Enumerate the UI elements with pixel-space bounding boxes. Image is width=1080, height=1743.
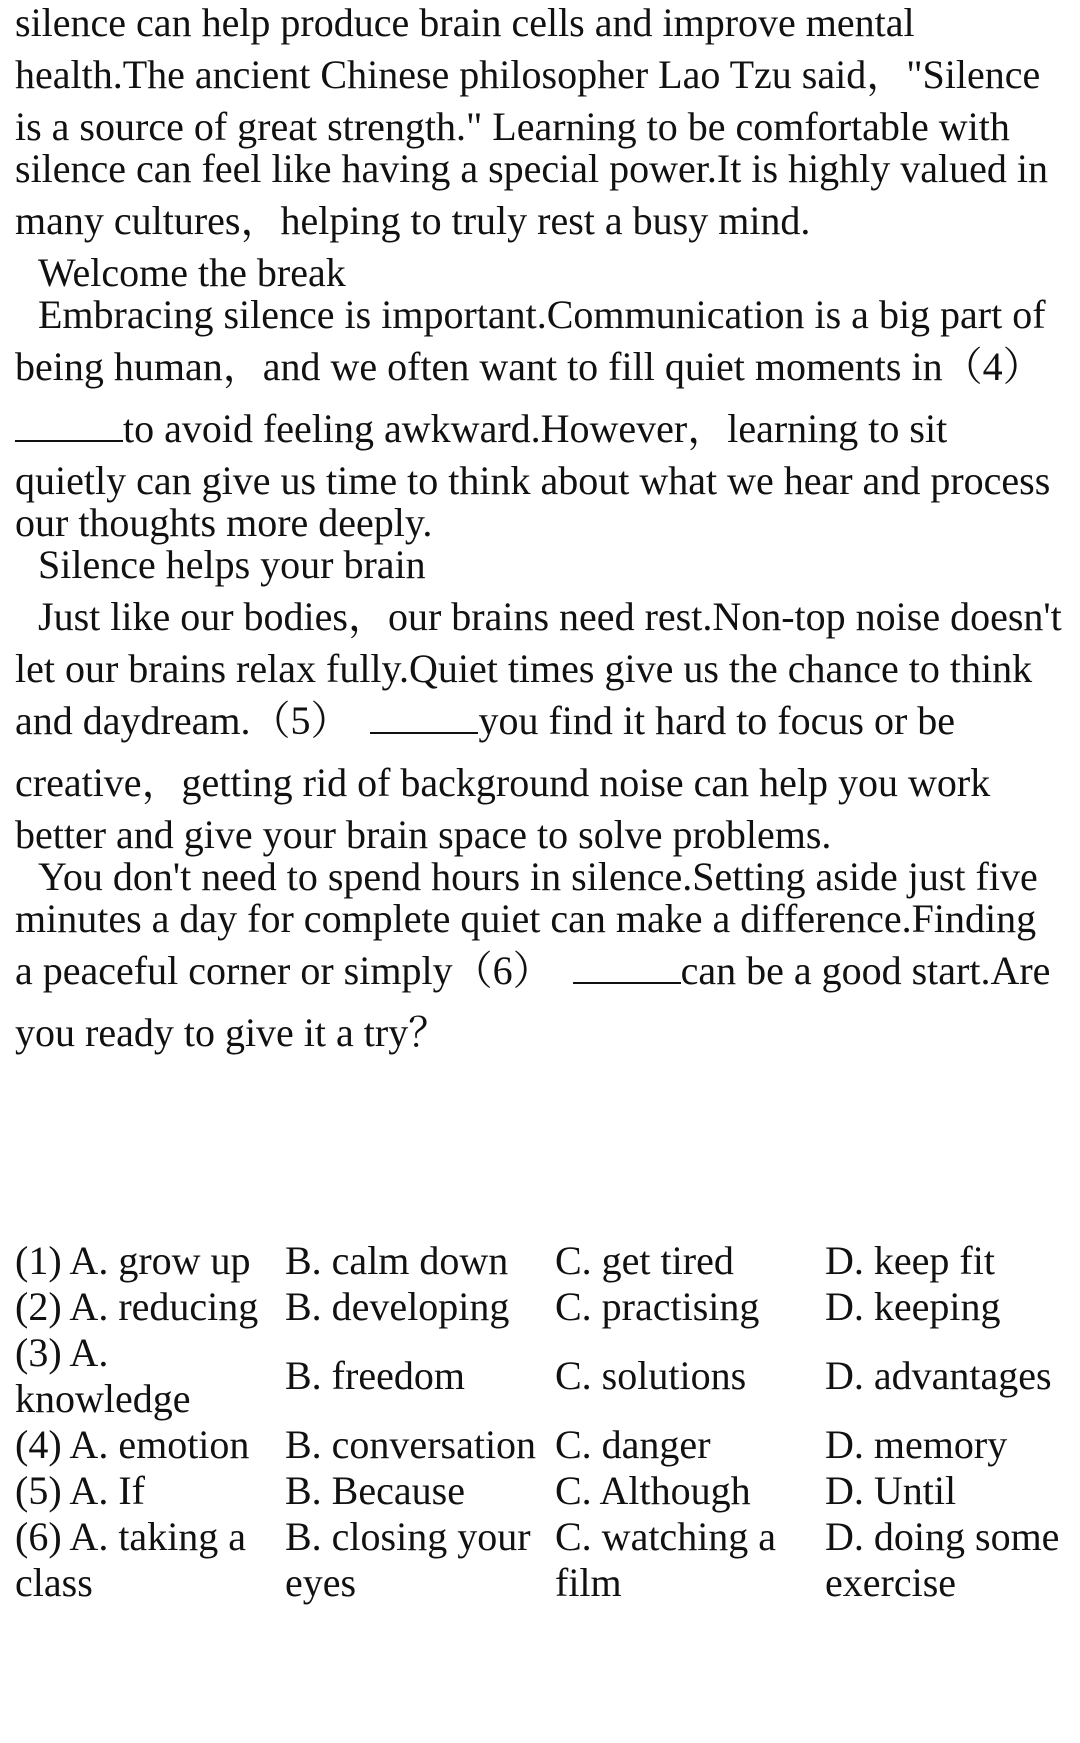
passage-line: silence can help produce brain cells and improve mental — [15, 0, 915, 45]
passage-line: minutes a day for complete quiet can make a difference.Finding — [15, 896, 1037, 941]
passage-line: Embracing silence is important.Communication is a big part of — [38, 292, 1046, 337]
option-a[interactable]: (6) A. taking a class — [15, 1514, 247, 1605]
option-a[interactable]: (5) A. If — [15, 1468, 145, 1513]
option-row — [15, 1238, 1065, 1284]
passage-text: a peaceful corner or simply（6） — [15, 948, 553, 993]
passage-line — [15, 698, 1066, 744]
option-b[interactable]: B. developing — [285, 1284, 510, 1329]
passage-line — [15, 406, 1066, 452]
option-d[interactable]: D. Until — [825, 1468, 957, 1513]
option-a[interactable]: (3) A. knowledge — [15, 1330, 191, 1421]
passage-line: health.The ancient Chinese philosopher Lao Tzu said，"Silence — [15, 52, 1041, 97]
passage-text: you find it hard to focus or be — [478, 698, 956, 743]
option-b[interactable]: B. calm down — [285, 1238, 509, 1283]
option-b[interactable]: B. freedom — [285, 1353, 465, 1398]
option-d[interactable]: D. advantages — [825, 1353, 1052, 1398]
option-row — [15, 1514, 1065, 1606]
option-d[interactable]: D. keep fit — [825, 1238, 995, 1283]
option-row — [15, 1284, 1065, 1330]
passage-text: can be a good start.Are — [680, 948, 1051, 993]
passage-line: is a source of great strength." Learning to be comfortable with — [15, 104, 1010, 149]
section-heading: Silence helps your brain — [38, 542, 426, 587]
passage-line: You don't need to spend hours in silence.Setting aside just five — [38, 854, 1038, 899]
answer-blank-4[interactable] — [15, 406, 123, 442]
option-row — [15, 1422, 1065, 1468]
answer-blank-6[interactable] — [573, 948, 681, 984]
option-c[interactable]: C. watching a film — [555, 1514, 777, 1605]
passage-line: being human，and we often want to fill quiet moments in（4） — [15, 344, 1043, 389]
option-b[interactable]: B. closing your eyes — [285, 1514, 531, 1605]
option-a[interactable]: (2) A. reducing — [15, 1284, 259, 1329]
option-a[interactable]: (1) A. grow up — [15, 1238, 251, 1283]
option-row — [15, 1468, 1065, 1514]
passage-line: you ready to give it a try？ — [15, 1010, 449, 1055]
option-d[interactable]: D. keeping — [825, 1284, 1001, 1329]
passage-line: quietly can give us time to think about what we hear and process — [15, 458, 1051, 503]
section-heading: Welcome the break — [38, 250, 346, 295]
passage-text: to avoid feeling awkward.However，learning to sit — [123, 406, 948, 451]
passage-line: our thoughts more deeply. — [15, 500, 433, 545]
passage-line: many cultures，helping to truly rest a busy mind. — [15, 198, 811, 243]
option-c[interactable]: C. solutions — [555, 1353, 747, 1398]
option-b[interactable]: B. conversation — [285, 1422, 537, 1467]
option-c[interactable]: C. get tired — [555, 1238, 734, 1283]
passage-line: Just like our bodies，our brains need rest.Non-top noise doesn't — [38, 594, 1062, 639]
passage-line — [15, 948, 1066, 994]
answer-blank-5[interactable] — [370, 698, 478, 734]
option-c[interactable]: C. practising — [555, 1284, 760, 1329]
passage-line: silence can feel like having a special power.It is highly valued in — [15, 146, 1048, 191]
option-b[interactable]: B. Because — [285, 1468, 465, 1513]
option-c[interactable]: C. danger — [555, 1422, 711, 1467]
option-d[interactable]: D. doing some exercise — [825, 1514, 1060, 1605]
passage-line: creative，getting rid of background noise can help you work — [15, 760, 991, 805]
passage-line: let our brains relax fully.Quiet times give us the chance to think — [15, 646, 1033, 691]
passage-line: better and give your brain space to solve problems. — [15, 812, 832, 857]
option-row — [15, 1330, 1065, 1422]
option-d[interactable]: D. memory — [825, 1422, 1008, 1467]
options-table — [15, 1238, 1065, 1606]
passage-text: and daydream.（5） — [15, 698, 351, 743]
option-a[interactable]: (4) A. emotion — [15, 1422, 250, 1467]
option-c[interactable]: C. Although — [555, 1468, 751, 1513]
